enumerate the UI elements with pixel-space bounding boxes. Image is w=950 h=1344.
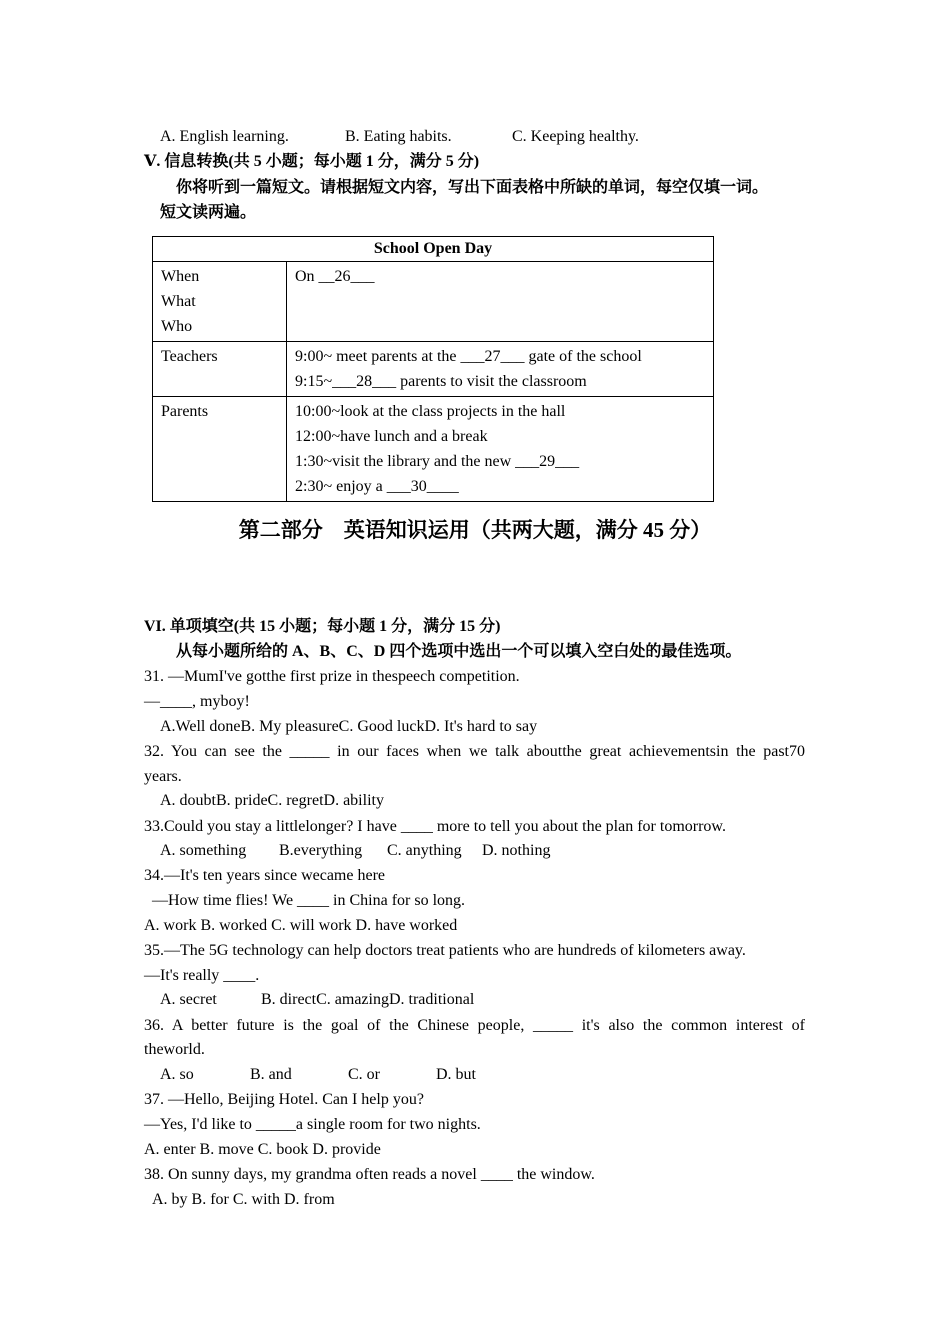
content-line: 12:00~have lunch and a break — [295, 428, 488, 445]
q31-reply: —____, myboy! — [144, 693, 250, 710]
q36-option-d: D. but — [436, 1066, 476, 1083]
q35-stem: 35.—The 5G technology can help doctors treat patients who are hundreds of kilometers away. — [144, 942, 746, 959]
q35-reply: —It's really ____. — [144, 967, 260, 984]
label-what: What — [161, 293, 196, 310]
q37-stem: 37. —Hello, Beijing Hotel. Can I help you? — [144, 1091, 424, 1108]
q31-options: A.Well doneB. My pleasureC. Good luckD. It's hard to say — [160, 718, 538, 735]
q33-option-a: A. something — [160, 842, 247, 859]
prev-option-a: A. English learning. — [160, 128, 289, 145]
table-row-label — [153, 397, 287, 502]
q37-options: A. enter B. move C. book D. provide — [144, 1141, 381, 1158]
content-line: 9:15~___28___ parents to visit the classroom — [295, 373, 587, 390]
section6-title: VI. 单项填空(共 15 小题；每小题 1 分，满分 15 分) — [144, 618, 501, 635]
table-row-content — [287, 262, 714, 342]
q34-reply: —How time flies! We ____ in China for so long. — [152, 892, 466, 909]
content-line: 1:30~visit the library and the new ___29___ — [295, 453, 580, 470]
q33-option-d: D. nothing — [482, 842, 551, 859]
q33-option-c: C. anything — [387, 842, 462, 859]
section6-instruction: 从每小题所给的 A、B、C、D 四个选项中选出一个可以填入空白处的最佳选项。 — [176, 643, 742, 660]
prev-option-c: C. Keeping healthy. — [512, 128, 639, 145]
section5-instruction-cont: 短文读两遍。 — [160, 204, 257, 221]
q36-option-a: A. so — [160, 1066, 194, 1083]
q36-option-c: C. or — [348, 1066, 380, 1083]
school-open-day-table — [152, 236, 714, 502]
q38-stem: 38. On sunny days, my grandma often reads a novel ____ the window. — [144, 1166, 595, 1183]
label-when: When — [161, 268, 200, 285]
q37-reply: —Yes, I'd like to _____a single room for two nights. — [144, 1116, 481, 1133]
table-title: School Open Day — [153, 237, 714, 262]
part2-title: 第二部分 英语知识运用（共两大题，满分 45 分） — [238, 518, 712, 542]
q36-stem: 36. A better future is the goal of the Chinese people, _____ it's also the common interest of — [144, 1017, 805, 1034]
table-row — [153, 342, 714, 397]
content-line: On __26___ — [295, 268, 375, 285]
content-line: 9:00~ meet parents at the ___27___ gate of the school — [295, 348, 642, 365]
q36-stem-cont: theworld. — [144, 1041, 205, 1058]
table-row-content — [287, 397, 714, 502]
prev-option-b: B. Eating habits. — [345, 128, 452, 145]
q32-stem: 32. You can see the _____ in our faces when we talk aboutthe great achievementsin the past70 — [144, 743, 805, 760]
q32-options: A. doubtB. prideC. regretD. ability — [160, 792, 384, 809]
table-row — [153, 397, 714, 502]
table-row-label — [153, 262, 287, 342]
q35-options-bcd: B. directC. amazingD. traditional — [261, 991, 475, 1008]
table-row — [153, 262, 714, 342]
q34-stem: 34.—It's ten years since wecame here — [144, 867, 385, 884]
q33-stem: 33.Could you stay a littlelonger? I have ____ more to tell you about the plan for tomorrow. — [144, 818, 726, 835]
q33-option-b: B.everything — [279, 842, 363, 859]
content-line: 10:00~look at the class projects in the hall — [295, 403, 566, 420]
label-who: Who — [161, 318, 193, 335]
q35-option-a: A. secret — [160, 991, 217, 1008]
table-header-row — [153, 237, 714, 262]
content-line: 2:30~ enjoy a ___30____ — [295, 478, 459, 495]
table-row-content — [287, 342, 714, 397]
q38-options: A. by B. for C. with D. from — [152, 1191, 335, 1208]
q34-options: A. work B. worked C. will work D. have worked — [144, 917, 458, 934]
label-teachers: Teachers — [161, 348, 218, 365]
q32-stem-cont: years. — [144, 768, 182, 785]
table-row-label — [153, 342, 287, 397]
section5-title: Ⅴ. 信息转换(共 5 小题；每小题 1 分，满分 5 分) — [144, 153, 480, 170]
q36-option-b: B. and — [250, 1066, 292, 1083]
section5-instruction: 你将听到一篇短文。请根据短文内容，写出下面表格中所缺的单词，每空仅填一词。 — [176, 179, 769, 196]
q31-stem: 31. —MumI've gotthe first prize in thespeech competition. — [144, 668, 520, 685]
label-parents: Parents — [161, 403, 209, 420]
